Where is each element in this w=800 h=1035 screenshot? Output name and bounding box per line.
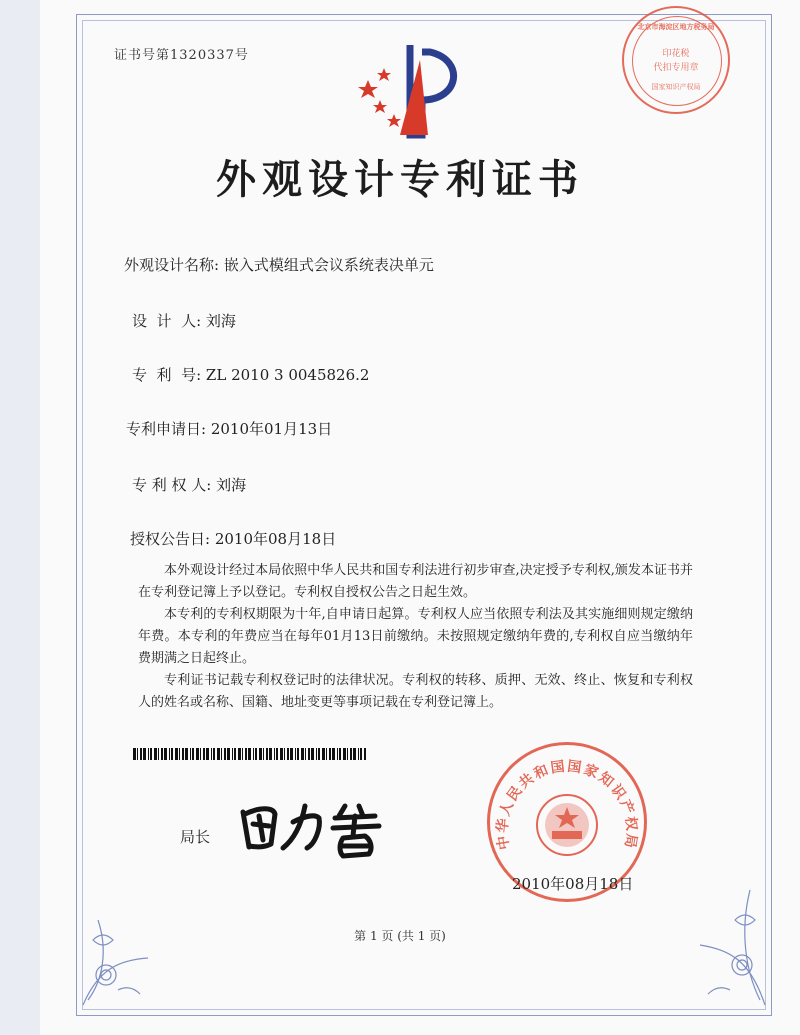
certificate-title: 外观设计专利证书 [216,156,584,203]
barcode-bar [148,748,149,760]
field-value: 刘海 [205,312,236,330]
field-value: 嵌入式模组式会议系统表决单元 [223,256,434,274]
barcode-bar [255,748,257,760]
paragraph-1: 本外观设计经过本局依照中华人民共和国专利法进行初步审查,决定授予专利权,颁发本证书并在专利登记簿上予以登记。专利权自授权公告之日起生效。 [138,563,693,600]
barcode-bar [154,748,157,760]
barcode-bar [305,748,306,760]
field-value: 2010年01月13日 [210,420,333,438]
barcode-bar [203,748,205,760]
barcode-bar [287,748,289,760]
barcode-bar [301,748,304,760]
paragraph-3: 专利证书记载专利权登记时的法律状况。专利权的转移、质押、无效、终止、恢复和专利权人的姓名或名称、国籍、地址变更等事项记载在专利登记簿上。 [138,673,693,710]
barcode-bar [322,748,325,760]
field-label: 外观设计名称: [124,256,220,274]
tax-stamp [622,6,730,114]
barcode-bar [358,748,359,760]
barcode-bar [158,748,159,760]
barcode-bar [266,748,268,760]
barcode-bar [276,748,278,760]
barcode-bar [280,748,283,760]
barcode-bar [242,748,243,760]
barcode-bar [343,748,346,760]
signature-label: 局长 [180,828,211,846]
barcode-bar [339,748,341,760]
corner-ornament-bottom-left [78,880,158,1010]
barcode-bar [133,748,136,760]
certificate-number: 证书号第1320337号 [114,48,249,63]
field-value: 2010年08月18日 [214,530,337,548]
barcode-bar [171,748,173,760]
barcode-bar [185,748,188,760]
barcode-bar [227,748,230,760]
barcode-bar [211,748,212,760]
barcode-bar [308,748,310,760]
tax-stamp-center-line1: 印花税 [662,49,690,59]
barcode-bar [232,748,233,760]
barcode-bar [297,748,299,760]
field-designer [132,310,236,331]
barcode-bar [161,748,163,760]
page-number: 第 1 页 (共 1 页) [354,929,446,943]
barcode-bar [150,748,152,760]
barcode-bar [217,748,220,760]
field-patent-number [132,364,369,385]
field-value: ZL 2010 3 0045826.2 [205,366,370,384]
tax-stamp-bottom-text: 国家知识产权局 [651,83,701,91]
barcode-bar [137,748,138,760]
barcode-bar [329,748,331,760]
barcode-bar [332,748,335,760]
corner-ornament-bottom-right [690,840,770,1010]
barcode-bar [182,748,184,760]
barcode-bar [175,748,178,760]
barcode-bar [179,748,180,760]
barcode-bar [196,748,199,760]
field-grant-date [130,528,336,549]
barcode-bar [337,748,338,760]
field-design-name [124,254,434,275]
tax-stamp-ring-text: 北京市海淀区地方税务局 [637,22,715,31]
barcode-bar [245,748,247,760]
barcode-bar [360,748,362,760]
field-patentee [132,474,246,495]
barcode-bar [190,748,191,760]
field-value: 刘海 [216,476,247,494]
field-label: 专 利 号: [132,366,202,384]
barcode [133,748,366,760]
barcode-bar [206,748,209,760]
barcode-bar [169,748,170,760]
field-label: 授权公告日: [130,530,211,548]
barcode-bar [140,748,142,760]
barcode-bar [164,748,167,760]
barcode-bar [295,748,296,760]
barcode-bar [284,748,285,760]
field-filing-date [126,418,332,439]
tax-stamp-center-line2: 代扣专用章 [653,63,699,73]
barcode-bar [259,748,262,760]
seal-date: 2010年08月18日 [512,875,634,893]
barcode-bar [269,748,272,760]
barcode-bar [143,748,146,760]
barcode-bar [221,748,222,760]
field-label: 专利申请日: [126,420,207,438]
barcode-bar [326,748,327,760]
barcode-bar [316,748,317,760]
barcode-bar [213,748,215,760]
barcode-bar [248,748,251,760]
barcode-bar [238,748,241,760]
field-label: 专 利 权 人: [132,476,212,494]
barcode-bar [192,748,194,760]
barcode-bar [274,748,275,760]
barcode-bar [347,748,348,760]
barcode-bar [353,748,356,760]
director-signature [235,792,405,862]
body-text [138,560,693,714]
barcode-bar [200,748,201,760]
paragraph-2: 本专利的专利权期限为十年,自申请日起算。专利权人应当依照专利法及其实施细则规定缴纳年费。本专利的年费应当在每年01月13日前缴纳。未按照规定缴纳年费的,专利权自应当缴纳年费期满之日起终止。 [138,607,693,666]
barcode-bar [364,748,366,760]
seal-ring-text: 中华人民共和国国家知识产权局 [494,758,640,851]
barcode-bar [350,748,352,760]
barcode-bar [318,748,320,760]
national-emblem-icon [537,795,597,855]
barcode-bar [263,748,264,760]
barcode-bar [234,748,236,760]
barcode-bar [311,748,314,760]
field-label: 设 计 人: [132,312,202,330]
patent-office-logo [350,40,470,140]
barcode-bar [224,748,226,760]
barcode-bar [290,748,293,760]
barcode-bar [253,748,254,760]
